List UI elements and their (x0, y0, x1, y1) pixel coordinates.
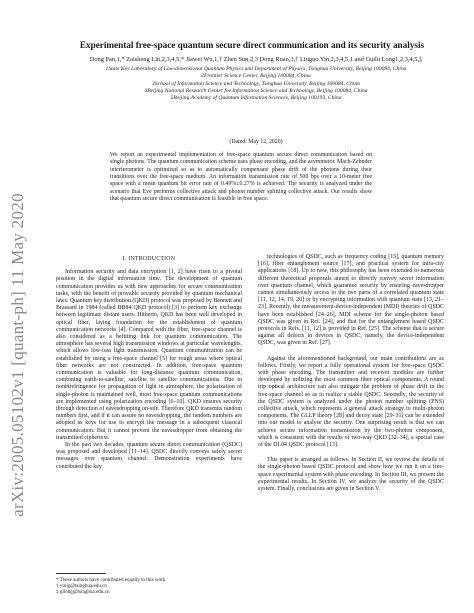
right-column (258, 254, 444, 493)
affiliation-2: 2Frontier Science Center, Beijing 100084, China (201, 73, 311, 80)
section-heading: I. INTRODUCTION (122, 256, 176, 262)
footnote-email-yin: † yinlg@tsinghua.edu.cn (56, 583, 107, 590)
affiliations (50, 66, 462, 102)
author-list: Dong Pan,1,* Zaisheng Lin,2,3,4,5,* Jiawei Wu,1,† Zhen Sun,2,3 Dong Ruan,3,† Liuguo Yin,2,3,4,5,1 and Guilu Long1,2,3,4,5,‡ (89, 56, 423, 63)
abstract: We report an experimental implementation of free-space quantum secure direct communication based on single photons. The quantum communication scheme uses phase encoding, and the asymmetric Mach-Zehnder interferometer is optimized so as to automatically compensate phase drift of the photons during their transitions over the free-space medium. An information transmission rate of 500 bps over a 10-meter free space with a mean quantum bit error rate of 0.49%±0.27% is achieved. The security is analyzed under the scenario that Eve performs collective attack and photon number splitting collective attack. Our results show that quantum secure direct communication is feasible in free space. (110, 152, 372, 203)
affiliation-3: 3School of Information Science and Technology, Tsinghua University, Beijing 100084, China (152, 80, 360, 87)
right-paragraph-1: technologies of QSDC, such as frequency coding [15], quantum memory [16], fiber entanglement source [17], and practical system for intra-city applications [18]. Up to now, this philosophy has been extended to numerous different theoretical proposals aimed to directly convey secret information over quantum channel, which guarantee security by ensuring eavesdropper cannot simultaneously access to the two parts of a correlated quantum state [11, 12, 14, 19, 20] or by encrypting information with quantum state [13, 21–23]. Recently, the measurement-device-independent (MDI) theories of QSDC have been established [24–26], MDI scheme for the single-photon based QSDC was given in Ref. [24], and that for the entanglement based QSDC protocols in Refs. [11, 12] is provided in Ref. [25]. The scheme that is secure against all defects in devices in QSDC, namely, the device-independent QSDC, was given in Ref. [27]. (258, 254, 444, 347)
right-paragraph-3: This paper is arranged as follows. In Section II, we review the details of the single-photon based QSDC protocol and show how we run it on a free-space experimental system with phase encoding. In Section III, we present the experimental results. In Section IV, we analyze the security of the QSDC system. Finally, conclusions are given in Section V. (258, 457, 444, 493)
right-paragraph-2: Against the aforementioned background, our main contributions are as follows. Firstly, we report a fully operational system for free-space QSDC with phase encoding. The transmitter and receiver modules are further developed by utilizing the most common fiber optical components. A round trip optical architecture can also mitigate the problem of phase drift in the free-space channel so as to realize a stable QSDC. Secondly, the security of the QSDC system is analyzed under the photon number splitting (PNS) collective attack, which represents a general attack strategy to multi-photon components. The GLLP theory [28] and decoy state [29–31] can be extended into our model to analyse the security. One surprising result is that we can achieve secure information transmission by the two-photon component, which is consistent with the results of two-way QKD [32–34], a special case of the DL04 QSDC protocol [13]. (258, 355, 444, 449)
left-paragraph-1: Information security and data encryption [1, 2] have risen to a pivotal position in the digital information time. The development of quantum communication provides us with new approaches for secure communication tasks, with the benefit of provable security provided by quantum mechanical laws. Quantum key distribution (QKD) protocol was proposed by Bennett and Brassard in 1984 (called BB84 QKD protocol) [3] to perform key exchange between legitimate distant users. Hitherto, QKD has been well developed in optical fiber, laying foundation for the establishment of quantum communication networks [4]. Compared with the fiber, free-space channel is also considered as a befitting link for quantum communication. The atmosphere has several high transmission windows at particular wavelengths, which allows low-loss light transmission. Quantum communication can be established by using a free-space channel [5] for rough areas where optical fiber networks are not constructed. In addition, free-space quantum communication is valuable for long-distance quantum communication, combining earth-to-satellite, satellite to satellite communications. Due to nonbirefringence for propagation of light in atmosphere, the polarization of single-photon is maintained well, most free-space quantum communications are implemented using polarization encoding [6–10]. QKD ensures security through detection of eavesdropping on-site. Therefore QKD transmits random numbers first, and if it can assure no eavesdropping, the random numbers are adopted as keys for use to encrypt the message in a subsequent classical communication. But it cannot prevent the eavesdropper from obtaining the transmitted ciphertext. (56, 269, 242, 441)
affiliation-5: 5Beijing Academy of Quantum Information Sciences, Beijing 100193, China (170, 95, 342, 102)
left-paragraph-2: In the past two decades, quantum secure direct communication (QSDC) was proposed and developed [11–14]. QSDC directly conveys safely secret messages over quantum channel. Demonstration experiments have contributed the key (56, 442, 242, 470)
affiliation-1: 1State Key Laboratory of Low-dimensional Quantum Physics and Department of Physics, Tsinghua University, Beijing 100084, China (105, 66, 407, 72)
footnote-equal-contribution: * These authors have contributed equally to this work (56, 577, 166, 583)
arxiv-stamp-text: arXiv:2005.05102v1 [quant-ph] 11 May 2020 (8, 193, 27, 517)
dated-line: (Dated: May 12, 2020) (229, 139, 283, 145)
footnote-email-long: ‡ gllong@tsinghua.edu.cn (56, 589, 110, 596)
affiliation-4: 4Beijing National Research Center for Information Science and Technology, Beijing 100084, China (144, 87, 368, 94)
footnotes (56, 577, 242, 596)
left-column (56, 254, 242, 471)
paper-title: Experimental free-space quantum secure direct communication and its security analysis (79, 40, 425, 50)
arxiv-stamp (0, 0, 36, 613)
footnote-rule (56, 573, 106, 574)
